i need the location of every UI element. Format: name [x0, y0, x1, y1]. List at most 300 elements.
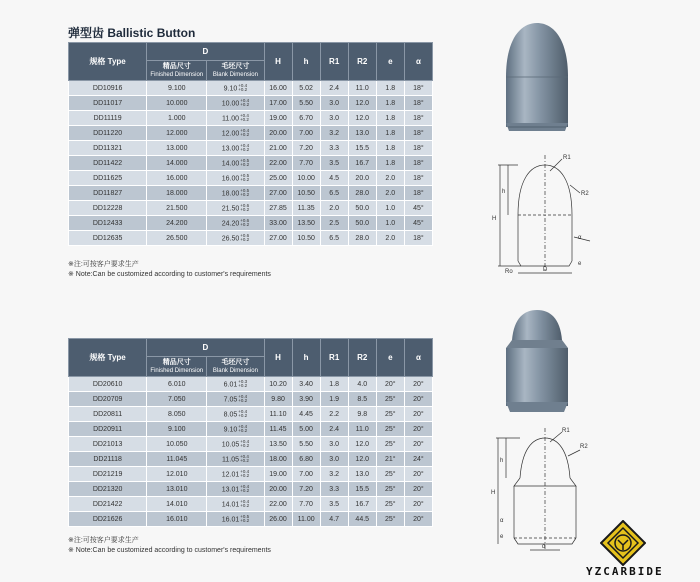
cell-finished-dimension [147, 111, 207, 126]
cell-type [69, 171, 147, 186]
cell-r2 [348, 422, 376, 437]
cell-alpha [404, 437, 432, 452]
cell-r1 [320, 81, 348, 96]
cell-alpha-value: 45° [413, 204, 424, 212]
tolerance-lower: +0.2 [240, 147, 250, 152]
diagram-label-ro: Ro [505, 269, 513, 275]
tolerance [240, 114, 249, 123]
cell-r1 [320, 437, 348, 452]
cell-blank-dimension [207, 111, 264, 126]
tolerance [240, 189, 249, 198]
diagram-label-r1: R1 [563, 155, 571, 161]
tolerance-lower: +0.2 [239, 458, 249, 463]
cell-r2-value: 12.0 [355, 114, 370, 122]
diagram-label-e: e [500, 534, 504, 540]
finished-dimension-header [147, 357, 207, 377]
tolerance-upper: +0.4 [240, 468, 250, 474]
tolerance-upper: +0.6 [240, 217, 250, 223]
cell-finished-dimension-value: 8.050 [168, 410, 186, 418]
blank-dimension-header [207, 61, 264, 81]
cell-r1-value: 3.3 [329, 144, 340, 152]
cell-finished-dimension [147, 422, 207, 437]
cell-r2-value: 20.0 [355, 174, 370, 182]
cell-blank-dimension [207, 497, 264, 512]
cell-r2 [348, 452, 376, 467]
alpha-header: α [404, 339, 432, 377]
cell-type [69, 497, 147, 512]
cell-finished-dimension-value: 16.000 [166, 174, 188, 182]
cell-alpha-value: 18° [413, 144, 424, 152]
cell-blank-dimension-value: 10.00 [221, 99, 240, 107]
cell-blank-dimension [207, 216, 264, 231]
cell-h-big [264, 201, 292, 216]
cell-r1 [320, 467, 348, 482]
cell-r1 [320, 452, 348, 467]
cell-e-value: 1.8 [385, 114, 396, 122]
cell-h-small-value: 7.00 [299, 129, 313, 137]
cell-r2-value: 8.5 [357, 395, 368, 403]
cell-r1-value: 4.7 [329, 515, 340, 523]
cell-h-big [264, 437, 292, 452]
cell-r2-value: 16.7 [355, 500, 370, 508]
r1-header: R1 [320, 339, 348, 377]
cell-e-value: 25° [385, 470, 396, 478]
h-big-header: H [264, 43, 292, 81]
cell-h-small [292, 467, 320, 482]
tolerance-lower: +0.2 [238, 87, 248, 92]
cell-h-big-value: 16.00 [269, 84, 287, 92]
cell-r2-value: 50.0 [355, 219, 370, 227]
cell-alpha-value: 45° [413, 219, 424, 227]
tolerance [240, 99, 249, 108]
cell-finished-dimension [147, 407, 207, 422]
cell-blank-dimension-value: 12.00 [221, 129, 240, 137]
cell-h-big [264, 216, 292, 231]
tolerance [240, 174, 249, 183]
diagram-label-r2: R2 [581, 191, 589, 197]
cell-finished-dimension-value: 21.500 [166, 204, 188, 212]
diagram-label-e: e [578, 261, 582, 267]
cell-h-big-value: 27.85 [269, 204, 287, 212]
cell-h-big-value: 17.00 [269, 99, 287, 107]
cell-type-value: DD20709 [92, 395, 123, 403]
cell-blank-dimension [207, 81, 264, 96]
tolerance-upper: +0.4 [240, 97, 250, 103]
cell-r2 [348, 156, 376, 171]
note-block-1 [68, 260, 271, 280]
cell-r2 [348, 141, 376, 156]
cell-finished-dimension [147, 81, 207, 96]
cell-r1 [320, 512, 348, 527]
cell-e-value: 25° [385, 485, 396, 493]
cell-e [376, 377, 404, 392]
cell-h-big [264, 512, 292, 527]
cell-blank-dimension [207, 141, 264, 156]
cell-r2 [348, 126, 376, 141]
diagram-label-h-small: h [500, 458, 504, 464]
cell-r1-value: 1.8 [329, 380, 340, 388]
cell-h-small-value: 11.00 [297, 515, 315, 523]
cell-type-value: DD21626 [92, 515, 123, 523]
cell-r2 [348, 482, 376, 497]
cell-type-value: DD10916 [92, 84, 123, 92]
cell-type-value: DD21320 [92, 485, 123, 493]
tolerance-upper: +0.4 [240, 142, 250, 148]
cell-type-value: DD11017 [93, 99, 123, 107]
tolerance-lower: +0.2 [240, 177, 250, 182]
diagram-label-r2: R2 [580, 444, 588, 450]
d-header: D [147, 43, 264, 61]
cell-blank-dimension [207, 156, 264, 171]
cell-h-big-value: 11.45 [269, 425, 287, 433]
tolerance-lower: +0.2 [238, 428, 248, 433]
cell-h-big [264, 126, 292, 141]
cell-alpha [404, 81, 432, 96]
cell-h-small-value: 5.50 [299, 99, 313, 107]
cell-type-value: DD11625 [93, 174, 123, 182]
cell-h-small-value: 7.70 [299, 159, 313, 167]
cell-r1-value: 3.5 [329, 159, 340, 167]
r1-header: R1 [320, 43, 348, 81]
cell-blank-dimension [207, 126, 264, 141]
cell-alpha [404, 111, 432, 126]
cell-r2-value: 12.0 [355, 99, 370, 107]
cell-r2 [348, 377, 376, 392]
cell-finished-dimension [147, 437, 207, 452]
cell-alpha [404, 126, 432, 141]
tolerance-lower: +0.2 [240, 162, 250, 167]
cell-finished-dimension-value: 1.000 [168, 114, 186, 122]
cell-h-small [292, 231, 320, 246]
cell-finished-dimension [147, 201, 207, 216]
cell-finished-dimension [147, 126, 207, 141]
cell-blank-dimension-value: 18.00 [221, 189, 240, 197]
cell-r1 [320, 141, 348, 156]
cell-blank-dimension [207, 231, 264, 246]
brand-name: YZCARBIDE [586, 565, 664, 578]
cell-blank-dimension-value: 14.00 [221, 159, 240, 167]
tolerance [240, 204, 249, 213]
cell-h-big [264, 497, 292, 512]
cell-blank-dimension [207, 407, 264, 422]
tolerance-upper: +0.3 [238, 378, 248, 384]
cell-r1-value: 3.0 [329, 99, 340, 107]
cell-h-big [264, 81, 292, 96]
cell-r1-value: 6.5 [329, 189, 340, 197]
cell-type-value: DD20811 [93, 410, 123, 418]
cell-h-big [264, 392, 292, 407]
cell-h-big [264, 482, 292, 497]
cell-r1 [320, 111, 348, 126]
cell-h-small [292, 512, 320, 527]
cell-h-big-value: 21.00 [269, 144, 287, 152]
cell-blank-dimension-value: 9.10 [223, 425, 238, 433]
cell-blank-dimension [207, 392, 264, 407]
tolerance-upper: +0.4 [239, 112, 249, 118]
cell-blank-dimension-value: 26.50 [221, 234, 240, 242]
cell-finished-dimension [147, 467, 207, 482]
cell-blank-dimension-value: 16.00 [221, 174, 240, 182]
cell-blank-dimension-value: 13.00 [221, 144, 240, 152]
cell-alpha [404, 377, 432, 392]
cell-type [69, 96, 147, 111]
cell-r2 [348, 392, 376, 407]
diagram-label-h-big: H [491, 490, 496, 496]
cell-e-value: 25° [385, 410, 396, 418]
cell-h-big [264, 422, 292, 437]
cell-h-small-value: 11.35 [297, 204, 315, 212]
tolerance-lower: +0.2 [240, 503, 250, 508]
cell-finished-dimension [147, 141, 207, 156]
cell-r1 [320, 422, 348, 437]
cell-type-value: DD11422 [93, 159, 123, 167]
finished-en: Finished Dimension [150, 72, 204, 78]
type-header: 规格 Type [69, 339, 147, 377]
cell-r1 [320, 171, 348, 186]
table-row [69, 156, 433, 171]
cell-alpha [404, 467, 432, 482]
cell-alpha [404, 96, 432, 111]
table-row [69, 512, 433, 527]
cell-finished-dimension [147, 216, 207, 231]
cell-r2-value: 15.5 [355, 144, 370, 152]
table-row [69, 422, 433, 437]
cell-alpha-value: 20° [413, 380, 424, 388]
cell-type [69, 111, 147, 126]
cell-e-value: 2.0 [385, 234, 396, 242]
cell-h-small-value: 10.50 [297, 189, 315, 197]
tolerance-upper: +0.4 [238, 393, 248, 399]
cell-alpha-value: 18° [413, 114, 424, 122]
cell-alpha-value: 24° [413, 455, 424, 463]
cell-alpha [404, 407, 432, 422]
cell-r2-value: 44.5 [355, 515, 370, 523]
cell-blank-dimension-value: 6.01 [223, 380, 238, 388]
page-title: 弹型齿 Ballistic Button [68, 26, 196, 40]
cell-finished-dimension-value: 9.100 [168, 84, 186, 92]
cell-e [376, 482, 404, 497]
cell-blank-dimension [207, 171, 264, 186]
table-row [69, 186, 433, 201]
cell-blank-dimension [207, 437, 264, 452]
cell-h-big-value: 33.00 [269, 219, 287, 227]
cell-r2-value: 16.7 [355, 159, 370, 167]
cell-r2 [348, 407, 376, 422]
note-en: ※ Note:Can be customized according to customer's requirements [68, 271, 271, 278]
cell-e [376, 171, 404, 186]
cell-h-small-value: 7.00 [299, 470, 313, 478]
finished-cn: 精品尺寸 [162, 359, 191, 366]
cell-r2 [348, 201, 376, 216]
cell-alpha-value: 18° [413, 129, 424, 137]
cell-type [69, 512, 147, 527]
tolerance [240, 219, 249, 228]
cell-e-value: 20° [385, 380, 396, 388]
cell-r2 [348, 96, 376, 111]
cell-alpha [404, 392, 432, 407]
table-row [69, 231, 433, 246]
cell-e [376, 422, 404, 437]
cell-r1-value: 3.0 [329, 440, 340, 448]
cell-e-value: 2.0 [385, 189, 396, 197]
cell-type-value: DD21013 [92, 440, 123, 448]
cell-type [69, 392, 147, 407]
table-row [69, 126, 433, 141]
blank-en: Blank Dimension [212, 368, 258, 374]
cell-e-value: 1.8 [385, 129, 396, 137]
cell-blank-dimension-value: 11.05 [221, 455, 239, 463]
cell-r2-value: 11.0 [355, 84, 369, 92]
tolerance-upper: +0.4 [238, 408, 248, 414]
cell-alpha [404, 452, 432, 467]
cell-e-value: 1.8 [385, 84, 396, 92]
cell-h-small [292, 156, 320, 171]
tolerance-upper: +0.4 [238, 423, 248, 429]
cell-h-small-value: 10.00 [297, 174, 315, 182]
table-row [69, 171, 433, 186]
cell-r1 [320, 96, 348, 111]
tolerance-upper: +0.4 [240, 438, 250, 444]
cell-h-small [292, 126, 320, 141]
cell-h-big [264, 377, 292, 392]
cell-alpha-value: 20° [413, 470, 424, 478]
cell-h-big-value: 19.00 [269, 114, 287, 122]
tolerance-lower: +0.2 [240, 132, 250, 137]
tolerance-upper: +0.6 [240, 202, 250, 208]
cell-r1 [320, 231, 348, 246]
tolerance [240, 129, 249, 138]
tolerance-lower: +0.2 [240, 192, 250, 197]
note-cn: ※注:可按客户要求生产 [68, 261, 139, 268]
cell-blank-dimension-value: 13.01 [221, 485, 240, 493]
h-big-header: H [264, 339, 292, 377]
cell-type-value: DD21219 [92, 470, 123, 478]
cell-h-small-value: 3.40 [299, 380, 313, 388]
cell-r1-value: 1.9 [329, 395, 340, 403]
cell-r1-value: 3.2 [329, 129, 340, 137]
cell-finished-dimension [147, 377, 207, 392]
cell-alpha [404, 141, 432, 156]
table-row [69, 377, 433, 392]
cell-r1-value: 2.4 [329, 84, 340, 92]
cell-alpha [404, 186, 432, 201]
cell-blank-dimension [207, 512, 264, 527]
cell-h-big-value: 13.50 [269, 440, 287, 448]
cell-h-small-value: 7.20 [299, 144, 313, 152]
cell-r2 [348, 231, 376, 246]
cell-h-big-value: 19.00 [269, 470, 287, 478]
diagram-label-h-big: H [492, 216, 497, 222]
cell-type [69, 141, 147, 156]
cell-r1-value: 3.5 [329, 500, 340, 508]
diagram-label-h-small: h [502, 189, 506, 195]
cell-r2-value: 28.0 [355, 189, 370, 197]
table-row [69, 201, 433, 216]
cell-finished-dimension-value: 10.050 [166, 440, 188, 448]
cell-e [376, 141, 404, 156]
cell-r1 [320, 392, 348, 407]
cell-r2-value: 11.0 [355, 425, 369, 433]
diagram-label-d: D [543, 267, 548, 273]
cell-alpha [404, 231, 432, 246]
tolerance-lower: +0.2 [238, 398, 248, 403]
cell-r2 [348, 216, 376, 231]
blank-en: Blank Dimension [212, 72, 258, 78]
cell-r2-value: 13.0 [355, 129, 370, 137]
cell-alpha-value: 20° [413, 440, 424, 448]
table-row [69, 81, 433, 96]
cell-finished-dimension [147, 392, 207, 407]
cell-h-big [264, 171, 292, 186]
cell-r2 [348, 437, 376, 452]
cell-type [69, 377, 147, 392]
cell-blank-dimension-value: 12.01 [221, 470, 240, 478]
tolerance-lower: +0.2 [240, 207, 250, 212]
cell-finished-dimension [147, 231, 207, 246]
cell-e-value: 1.0 [385, 204, 396, 212]
cell-e [376, 126, 404, 141]
cell-r1-value: 3.0 [329, 455, 340, 463]
cell-h-small [292, 437, 320, 452]
finished-en: Finished Dimension [150, 368, 204, 374]
cell-h-big [264, 96, 292, 111]
cell-h-small [292, 482, 320, 497]
tolerance-upper: +0.5 [240, 172, 250, 178]
cell-r2-value: 12.0 [355, 455, 370, 463]
cell-r1-value: 3.2 [329, 470, 340, 478]
cell-e [376, 407, 404, 422]
cell-type-value: DD12433 [92, 219, 123, 227]
cell-e [376, 497, 404, 512]
tolerance-upper: +0.4 [240, 498, 250, 504]
cell-blank-dimension-value: 8.05 [223, 410, 238, 418]
h-small-header: h [292, 43, 320, 81]
cell-r2 [348, 186, 376, 201]
tolerance-upper: +0.5 [240, 513, 250, 519]
table-row [69, 452, 433, 467]
cell-h-big-value: 11.10 [269, 410, 287, 418]
cell-h-small-value: 5.00 [299, 425, 313, 433]
cell-e [376, 392, 404, 407]
cell-blank-dimension-value: 21.50 [221, 204, 240, 212]
cell-r2 [348, 171, 376, 186]
tolerance-upper: +0.4 [239, 453, 249, 459]
tolerance [240, 500, 249, 509]
cell-r2-value: 13.0 [355, 470, 370, 478]
cell-blank-dimension [207, 482, 264, 497]
cell-r1-value: 3.0 [329, 114, 340, 122]
e-header: e [376, 43, 404, 81]
cell-blank-dimension-value: 9.10 [223, 84, 238, 92]
cell-type-value: DD12228 [92, 204, 123, 212]
tolerance [240, 470, 249, 479]
note-cn: ※注:可按客户要求生产 [68, 537, 139, 544]
cell-blank-dimension-value: 24.20 [221, 219, 240, 227]
cell-h-big-value: 27.00 [269, 189, 287, 197]
cell-e [376, 437, 404, 452]
cell-h-big [264, 186, 292, 201]
d-header: D [147, 339, 264, 357]
cell-h-small-value: 13.50 [297, 219, 315, 227]
conical-button-diagram [490, 420, 600, 555]
cell-r1-value: 2.4 [329, 425, 340, 433]
cell-h-small-value: 5.02 [299, 84, 313, 92]
cell-h-small [292, 186, 320, 201]
tolerance [240, 234, 249, 243]
cell-h-big [264, 467, 292, 482]
cell-r1-value: 2.0 [329, 204, 340, 212]
cell-h-big-value: 22.00 [269, 159, 287, 167]
